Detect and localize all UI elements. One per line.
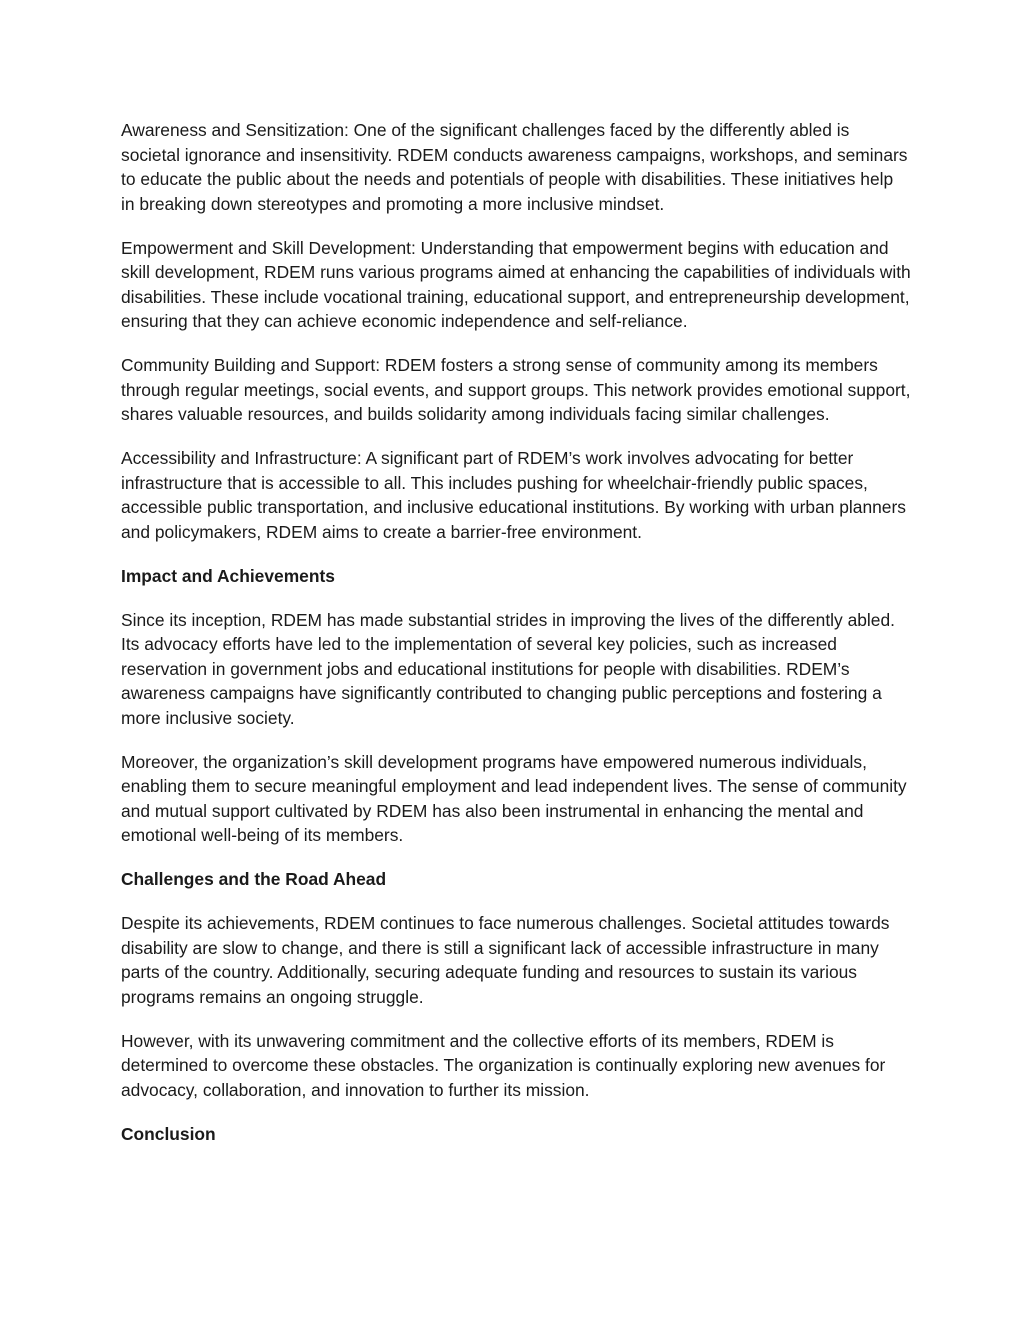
paragraph-community: Community Building and Support: RDEM fosters a strong sense of community among its members through regular meetings, social events, and support groups. This network provides emotional support, shares valuable resources, and builds solidarity among individuals facing similar challenges. (121, 355, 911, 424)
section-heading-conclusion: Conclusion (121, 1123, 216, 1144)
paragraph-accessibility: Accessibility and Infrastructure: A significant part of RDEM’s work involves advocating for better infrastructure that is accessible to all. This includes pushing for wheelchair-friendly public spaces, accessible public transportation, and inclusive educational institutions. By working with urban planners and policymakers, RDEM aims to create a barrier-free environment. (121, 448, 906, 542)
section-heading-challenges: Challenges and the Road Ahead (121, 869, 387, 889)
paragraph-skill-programs: Moreover, the organization’s skill development programs have empowered numerous individuals, enabling them to secure meaningful employment and lead independent lives. The sense of community and mutual support cultivated by RDEM has also been instrumental in enhancing the mental and emotional well-being of its members. (121, 751, 907, 845)
paragraph-commitment: However, with its unwavering commitment and the collective efforts of its members, RDEM is determined to overcome these obstacles. The organization is continually exploring new avenues for advocacy, collaboration, and innovation to further its mission. (121, 1030, 886, 1100)
paragraph-awareness: Awareness and Sensitization: One of the significant challenges faced by the differently abled is societal ignorance and insensitivity. RDEM conducts awareness campaigns, workshops, and seminars to educate the public about the needs and potentials of people with disabilities. These initiatives help in breaking down stereotypes and promoting a more inclusive mindset. (121, 120, 908, 214)
paragraph-challenges: Despite its achievements, RDEM continues to face numerous challenges. Societal attitudes towards disability are slow to change, and there is still a significant lack of accessible infrastructure in many parts of the country. Additionally, securing adequate funding and resources to sustain its various programs remains an ongoing struggle. (121, 913, 890, 1007)
paragraph-empowerment: Empowerment and Skill Development: Understanding that empowerment begins with education and skill development, RDEM runs various programs aimed at enhancing the capabilities of individuals with disabilities. These include vocational training, educational support, and entrepreneurship development, ensuring that they can achieve economic independence and self-reliance. (121, 237, 911, 331)
paragraph-impact: Since its inception, RDEM has made substantial strides in improving the lives of the differently abled. Its advocacy efforts have led to the implementation of several key policies, such as increased reservation in government jobs and educational institutions for people with disabilities. RDEM’s awareness campaigns have significantly contributed to changing public perceptions and fostering a more inclusive society. (121, 609, 895, 728)
document-page (121, 118, 911, 1166)
section-heading-impact: Impact and Achievements (121, 565, 335, 586)
